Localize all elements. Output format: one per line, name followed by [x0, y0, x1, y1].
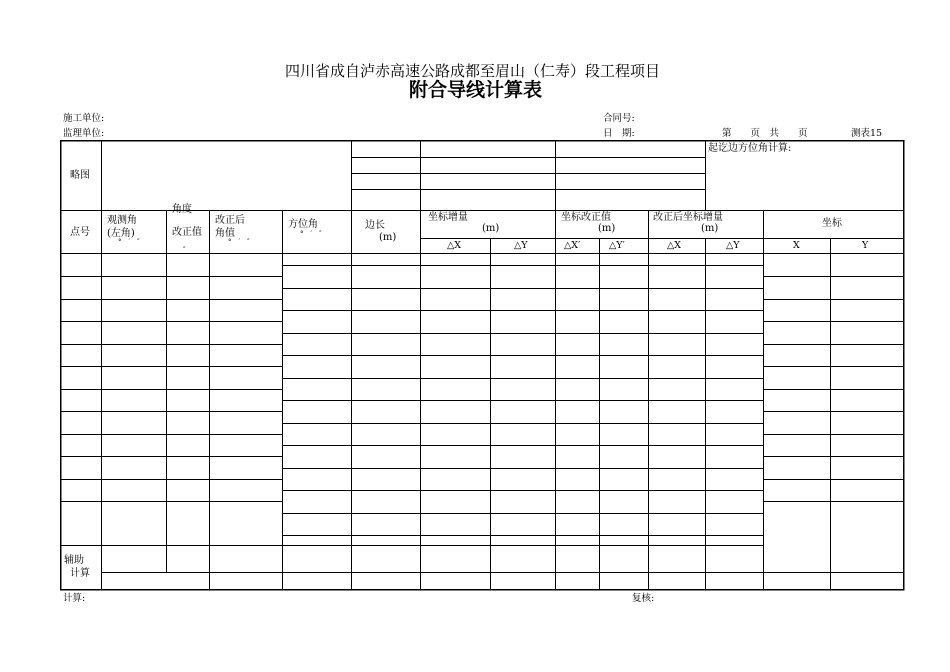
sub-dx: △X: [447, 240, 462, 251]
col-observed-units: ° ′ ″: [118, 238, 140, 246]
col-coord-correction-unit: (m): [598, 223, 616, 234]
page-count-label: 第 页 共 页: [722, 128, 808, 139]
sub-dy-corrected: △Y: [726, 240, 740, 251]
date-label: 日 期:: [603, 128, 635, 139]
col-corrected-increment: 改正后坐标增量: [653, 212, 723, 223]
sub-dy: △Y: [514, 240, 528, 251]
col-corrected-units: ° ′ ″: [228, 238, 250, 246]
col-point: 点号: [70, 227, 90, 238]
col-observed-left: (左角): [107, 228, 135, 239]
col-corrected-after: 改正后: [215, 215, 245, 226]
col-correction-angle: 角度: [172, 204, 192, 215]
col-azimuth: 方位角: [288, 219, 318, 230]
supervision-unit-label: 监理单位:: [63, 128, 105, 139]
sub-y: Y: [862, 240, 869, 251]
sub-dy-prime: △Y′: [609, 240, 625, 251]
sub-x: X: [793, 240, 800, 251]
col-correction-unit: ″: [183, 246, 186, 254]
col-coord-correction: 坐标改正值: [561, 212, 611, 223]
project-title: 四川省成自泸赤高速公路成都至眉山（仁寿）段工程项目: [285, 62, 661, 80]
sub-dx-prime: △X′: [564, 240, 581, 251]
checked-by-label: 复核:: [632, 593, 655, 604]
col-corrected-increment-unit: (m): [701, 223, 719, 234]
contract-no-label: 合同号:: [603, 113, 635, 124]
start-azimuth-label: 起讫边方位角计算:: [708, 143, 792, 154]
col-azimuth-units: ° ′ ″: [300, 230, 322, 238]
col-coord-increment: 坐标增量: [428, 212, 468, 223]
col-corrected-angle: 角值: [215, 228, 235, 239]
aux-calc-label-2: 计算: [70, 568, 90, 579]
col-coordinates: 坐标: [822, 218, 842, 229]
sub-dx-corrected: △X: [667, 240, 682, 251]
construction-unit-label: 施工单位:: [63, 113, 105, 124]
computed-by-label: 计算:: [63, 593, 86, 604]
col-observed-angle: 观测角: [107, 215, 137, 226]
form-number: 测表15: [851, 128, 883, 139]
col-length: 边长: [365, 220, 385, 231]
form-title: 附合导线计算表: [409, 79, 543, 101]
aux-calc-label-1: 辅助: [64, 555, 84, 566]
col-length-unit: (m): [379, 232, 397, 243]
sketch-label: 略图: [70, 170, 90, 181]
col-coord-increment-unit: (m): [482, 223, 500, 234]
col-correction-value: 改正值: [172, 227, 202, 238]
